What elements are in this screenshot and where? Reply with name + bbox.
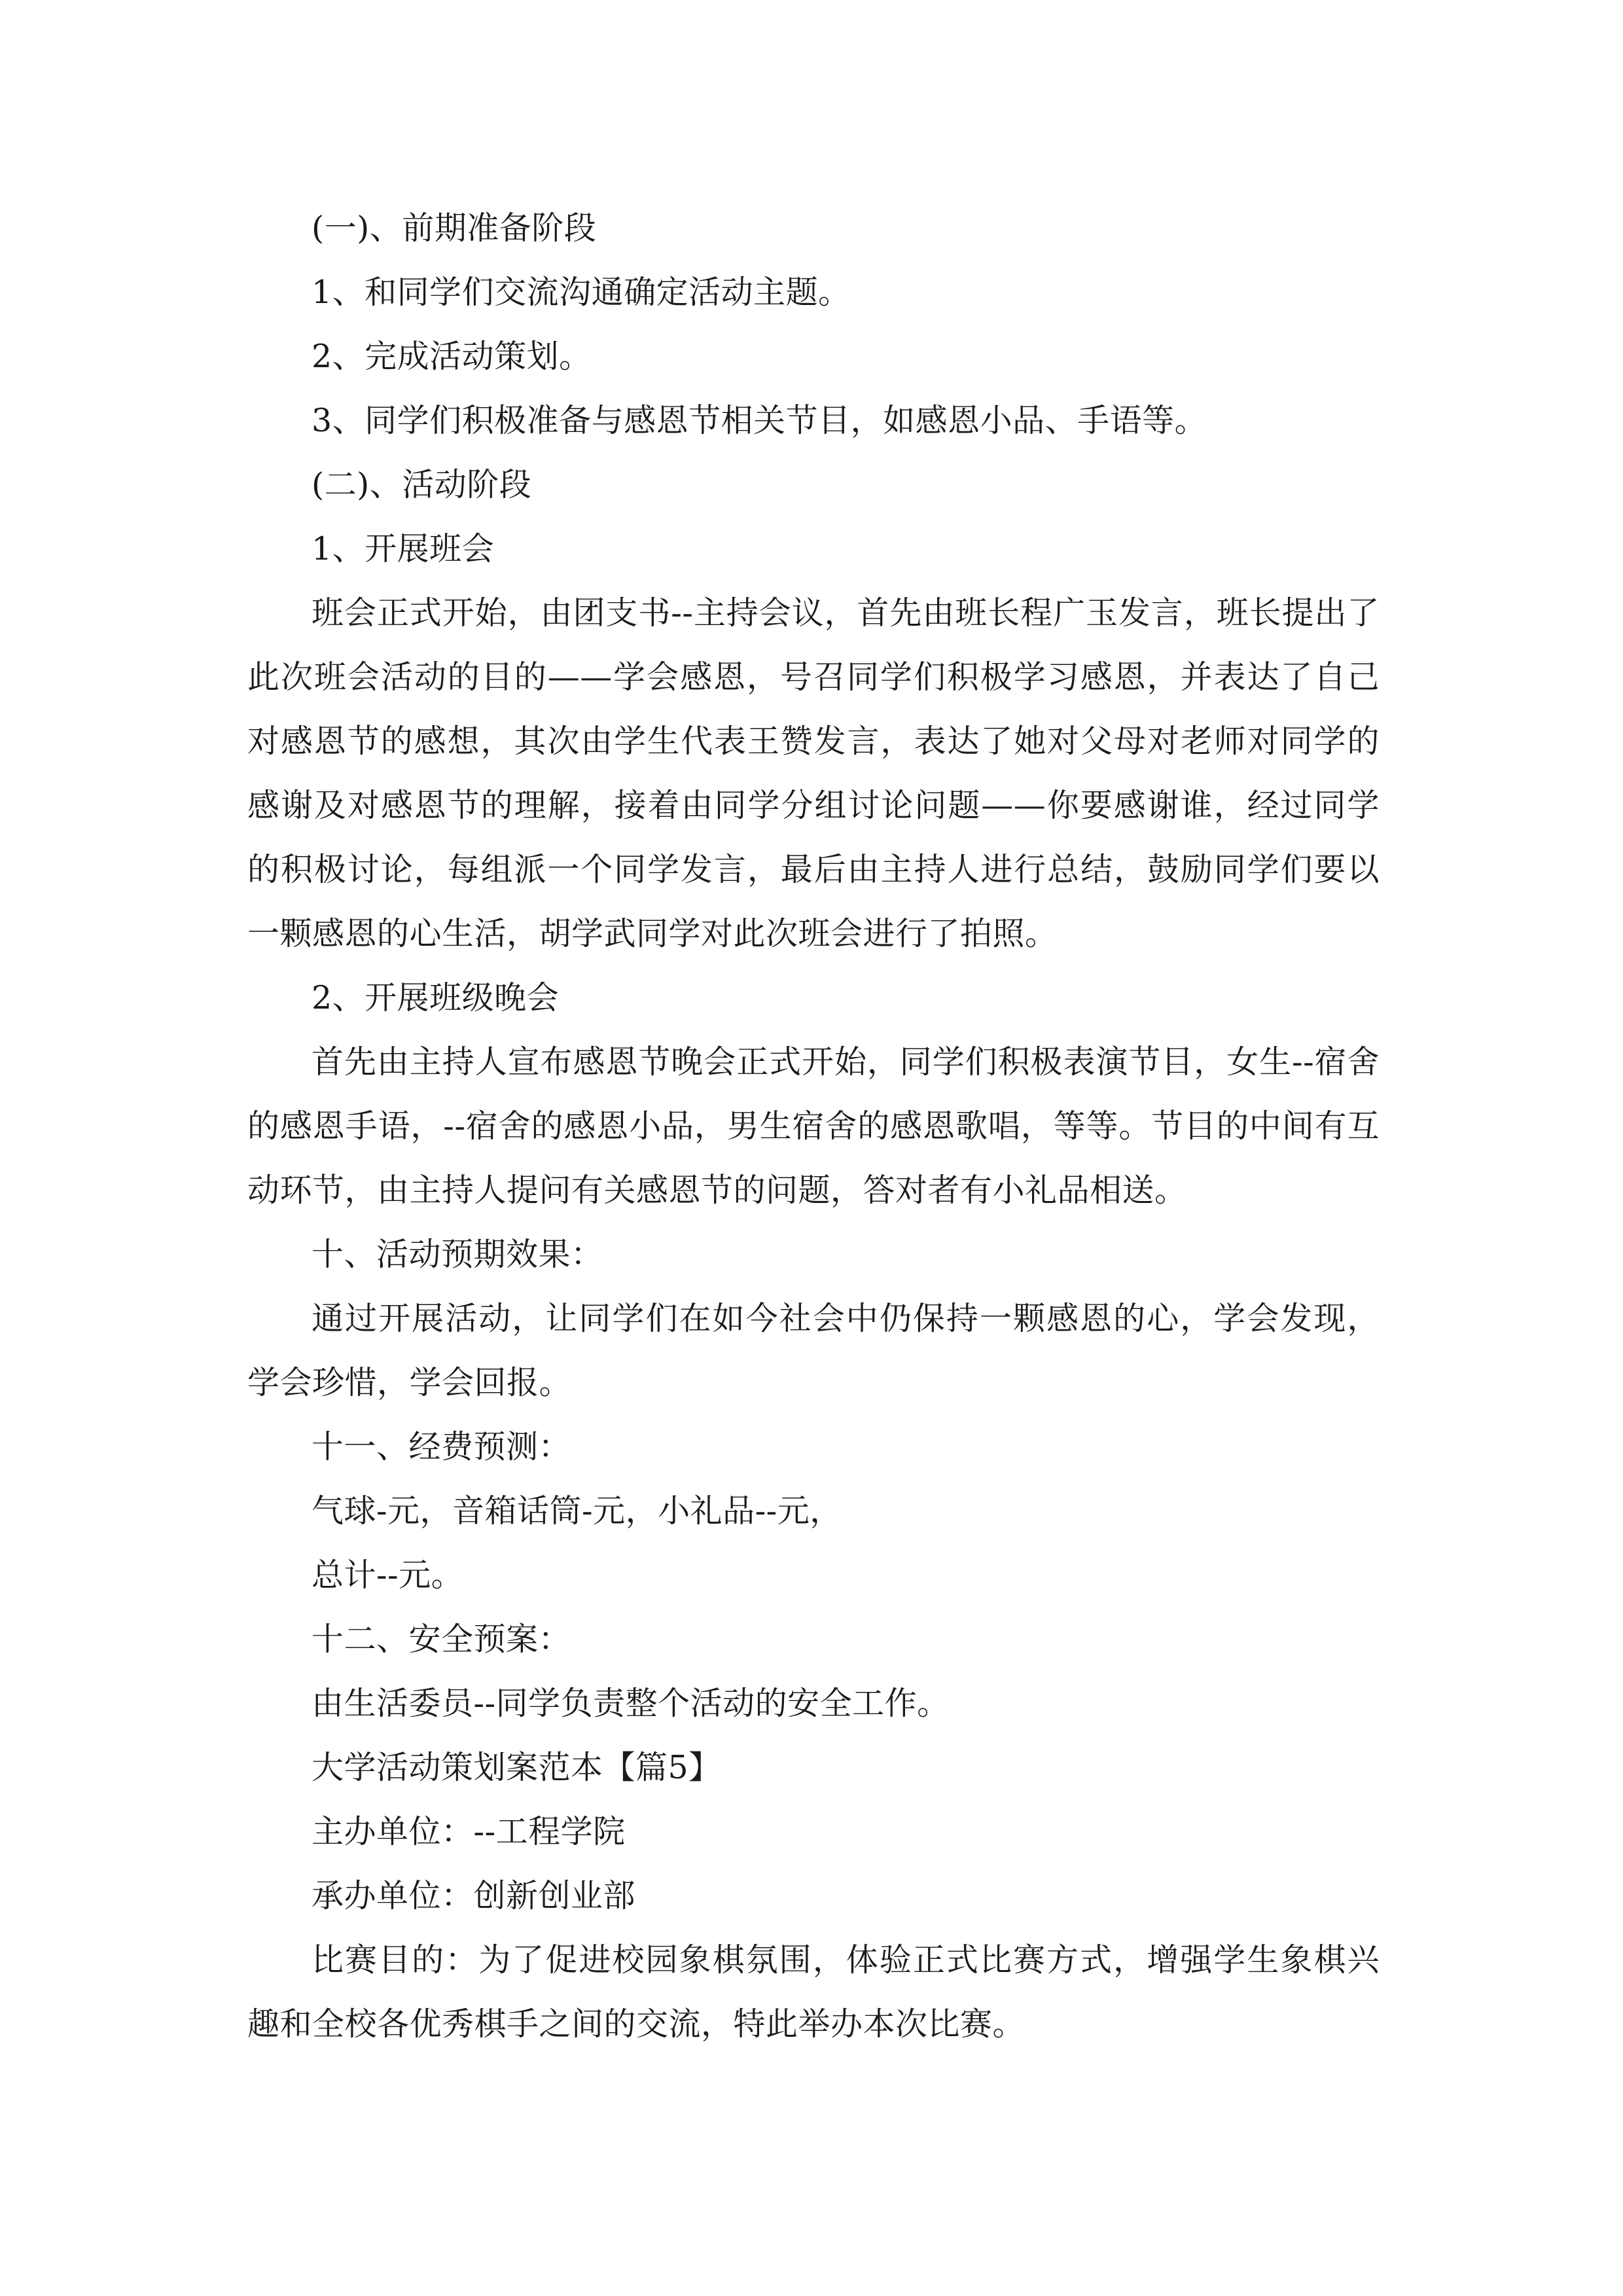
list-item: 2、完成活动策划。 [312, 338, 592, 375]
section-heading-preparation: (一)、前期准备阶段 [312, 209, 597, 247]
organizer-line: 主办单位：--工程学院 [312, 1813, 626, 1850]
body-paragraph: 首先由主持人宣布感恩节晚会正式开始，同学们积极表演节目，女生--宿舍的感恩手语，--宿舍的感恩小品，男生宿舍的感恩歌唱，等等。节目的中间有互动环节，由主持人提问有关感恩节的问题，答对者有小礼品相送。 [247, 1043, 1380, 1209]
subheading-evening-party: 2、开展班级晚会 [312, 979, 560, 1016]
body-paragraph: 比赛目的：为了促进校园象棋氛围，体验正式比赛方式，增强学生象棋兴趣和全校各优秀棋手之间的交流，特此举办本次比赛。 [247, 1941, 1380, 2043]
section-heading-activity: (二)、活动阶段 [312, 466, 532, 503]
document-body [247, 196, 1380, 2056]
body-paragraph: 由生活委员--同学负责整个活动的安全工作。 [312, 1685, 950, 1722]
section-title-template-5: 大学活动策划案范本【篇5】 [312, 1749, 721, 1786]
budget-total: 总计--元。 [312, 1556, 464, 1594]
list-item: 1、和同学们交流沟通确定活动主题。 [312, 274, 851, 311]
budget-line: 气球-元，音箱话筒-元，小礼品--元， [312, 1492, 842, 1530]
body-paragraph: 班会正式开始，由团支书--主持会议，首先由班长程广玉发言，班长提出了此次班会活动的目的——学会感恩，号召同学们积极学习感恩，并表达了自己对感恩节的感想，其次由学生代表王赞发言，表达了她对父母对老师对同学的感谢及对感恩节的理解，接着由同学分组讨论问题——你要感谢谁，经过同学的积极讨论，每组派一个同学发言，最后由主持人进行总结，鼓励同学们要以一颗感恩的心生活，胡学武同学对此次班会进行了拍照。 [247, 594, 1380, 952]
body-paragraph: 通过开展活动，让同学们在如今社会中仍保持一颗感恩的心，学会发现，学会珍惜，学会回报。 [247, 1300, 1380, 1401]
subheading-class-meeting: 1、开展班会 [312, 530, 495, 567]
section-heading-expected-effect: 十、活动预期效果： [312, 1236, 603, 1273]
list-item: 3、同学们积极准备与感恩节相关节目，如感恩小品、手语等。 [312, 402, 1207, 439]
co-organizer-line: 承办单位：创新创业部 [312, 1877, 636, 1914]
section-heading-budget: 十一、经费预测： [312, 1428, 571, 1465]
section-heading-safety: 十二、安全预案： [312, 1621, 571, 1658]
